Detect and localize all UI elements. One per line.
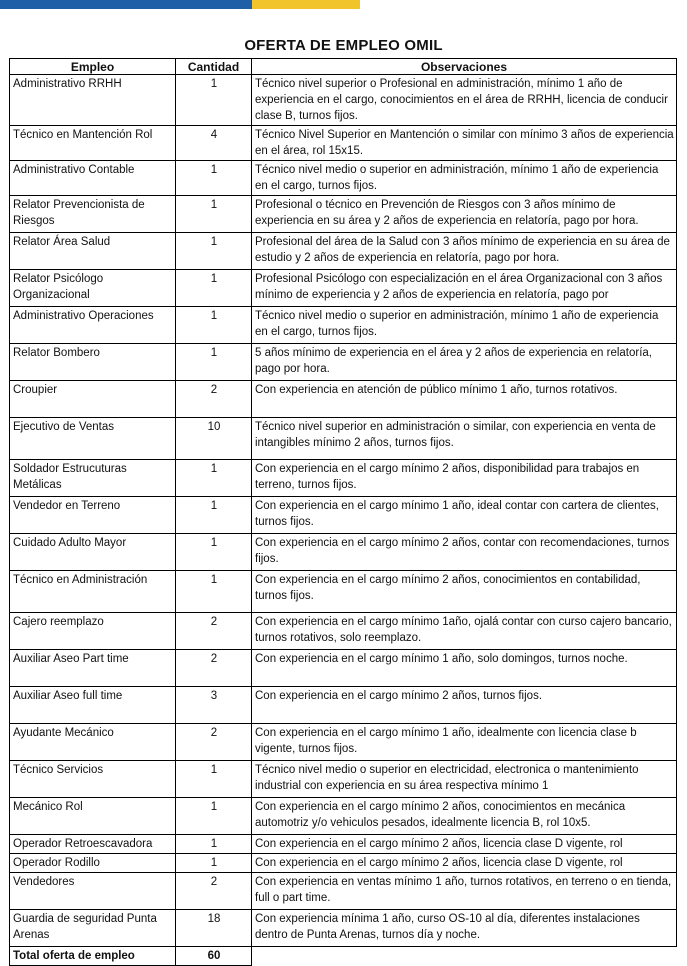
job-quantity-cell: 18	[176, 910, 252, 947]
job-observations-cell: Con experiencia en el cargo mínimo 2 años, licencia clase D vigente, rol	[252, 835, 677, 854]
table-row	[10, 418, 677, 460]
job-observations-cell: Con experiencia en el cargo mínimo 2 años, conocimientos en mecánica automotriz y/o vehiculos pesados, idealmente licencia B, rol 10x5.	[252, 798, 677, 835]
job-observations-cell: Con experiencia en el cargo mínimo 2 años, turnos fijos.	[252, 687, 677, 724]
job-quantity-cell: 1	[176, 497, 252, 534]
job-quantity-cell: 2	[176, 650, 252, 687]
table-row	[10, 910, 677, 947]
table-row	[10, 534, 677, 571]
top-accent-bar-blue	[0, 0, 252, 9]
job-title-cell: Relator Psicólogo Organizacional	[10, 270, 176, 307]
job-observations-cell: Con experiencia en el cargo mínimo 2 años, disponibilidad para trabajos en terreno, turnos fijos.	[252, 460, 677, 497]
job-title-cell: Vendedores	[10, 873, 176, 910]
table-row	[10, 497, 677, 534]
job-title-cell: Relator Prevencionista de Riesgos	[10, 196, 176, 233]
job-observations-cell: Con experiencia en el cargo mínimo 1año, ojalá contar con curso cajero bancario, turnos rotativos, solo reemplazo.	[252, 613, 677, 650]
job-observations-cell: Técnico nivel medio o superior en administración, mínimo 1 año de experiencia en el cargo, turnos fijos.	[252, 307, 677, 344]
job-observations-cell: Con experiencia en el cargo mínimo 2 años, conocimientos en contabilidad, turnos fijos.	[252, 571, 677, 613]
job-quantity-cell: 1	[176, 798, 252, 835]
job-quantity-cell: 2	[176, 613, 252, 650]
job-quantity-cell: 2	[176, 381, 252, 418]
table-row	[10, 613, 677, 650]
job-observations-cell: Técnico nivel medio o superior en electricidad, electronica o mantenimiento industrial con experiencia en su área respectiva mínimo 1	[252, 761, 677, 798]
job-title-cell: Vendedor en Terreno	[10, 497, 176, 534]
job-title-cell: Mecánico Rol	[10, 798, 176, 835]
table-row	[10, 854, 677, 873]
job-quantity-cell: 1	[176, 270, 252, 307]
job-quantity-cell: 1	[176, 835, 252, 854]
job-title-cell: Relator Bombero	[10, 344, 176, 381]
table-row	[10, 381, 677, 418]
total-cantidad: 60	[176, 947, 252, 966]
header-empleo: Empleo	[10, 59, 176, 75]
job-title-cell: Técnico en Mantención Rol	[10, 126, 176, 161]
job-quantity-cell: 1	[176, 761, 252, 798]
table-row	[10, 75, 677, 126]
table-row	[10, 161, 677, 196]
job-quantity-cell: 10	[176, 418, 252, 460]
job-quantity-cell: 1	[176, 161, 252, 196]
job-observations-cell: Con experiencia en el cargo mínimo 1 año, idealmente con licencia clase b vigente, turnos fijos.	[252, 724, 677, 761]
top-accent-bar-yellow	[252, 0, 360, 9]
header-cantidad: Cantidad	[176, 59, 252, 75]
job-title-cell: Técnico Servicios	[10, 761, 176, 798]
job-offers-table	[9, 58, 677, 966]
job-observations-cell: Profesional o técnico en Prevención de Riesgos con 3 años mínimo de experiencia en su área y 2 años de experiencia en relatoría, pago por hora.	[252, 196, 677, 233]
job-quantity-cell: 4	[176, 126, 252, 161]
job-title-cell: Relator Área Salud	[10, 233, 176, 270]
job-observations-cell: Con experiencia en el cargo mínimo 2 años, licencia clase D vigente, rol	[252, 854, 677, 873]
job-title-cell: Operador Retroescavadora	[10, 835, 176, 854]
job-title-cell: Soldador Estrucuturas Metálicas	[10, 460, 176, 497]
job-quantity-cell: 1	[176, 196, 252, 233]
job-quantity-cell: 1	[176, 854, 252, 873]
table-row	[10, 270, 677, 307]
table-row	[10, 873, 677, 910]
job-quantity-cell: 1	[176, 75, 252, 126]
table-row	[10, 126, 677, 161]
job-title-cell: Croupier	[10, 381, 176, 418]
table-row	[10, 571, 677, 613]
job-title-cell: Administrativo Operaciones	[10, 307, 176, 344]
job-observations-cell: Con experiencia en el cargo mínimo 2 años, contar con recomendaciones, turnos fijos.	[252, 534, 677, 571]
job-quantity-cell: 1	[176, 460, 252, 497]
table-row	[10, 196, 677, 233]
job-title-cell: Operador Rodillo	[10, 854, 176, 873]
table-row	[10, 233, 677, 270]
job-observations-cell: Con experiencia en el cargo mínimo 1 año, solo domingos, turnos noche.	[252, 650, 677, 687]
job-title-cell: Administrativo RRHH	[10, 75, 176, 126]
table-row	[10, 307, 677, 344]
table-row	[10, 687, 677, 724]
table-header-row	[10, 59, 677, 75]
job-observations-cell: 5 años mínimo de experiencia en el área y 2 años de experiencia en relatoría, pago por hora.	[252, 344, 677, 381]
job-observations-cell: Profesional Psicólogo con especialización en el área Organizacional con 3 años mínimo de experiencia y 2 años de experiencia en relatoría, pago por	[252, 270, 677, 307]
total-row	[10, 947, 677, 966]
table-row	[10, 761, 677, 798]
job-observations-cell: Con experiencia en ventas mínimo 1 año, turnos rotativos, en terreno o en tienda, full o part time.	[252, 873, 677, 910]
job-observations-cell: Técnico nivel superior o Profesional en administración, mínimo 1 año de experiencia en el cargo, conocimientos en el área de RRHH, licencia de conducir clase B, turnos fijos.	[252, 75, 677, 126]
job-observations-cell: Con experiencia en el cargo mínimo 1 año, ideal contar con cartera de clientes, turnos fijos.	[252, 497, 677, 534]
job-quantity-cell: 1	[176, 571, 252, 613]
job-quantity-cell: 1	[176, 344, 252, 381]
job-title-cell: Auxiliar Aseo Part time	[10, 650, 176, 687]
job-title-cell: Cuidado Adulto Mayor	[10, 534, 176, 571]
table-row	[10, 344, 677, 381]
job-quantity-cell: 1	[176, 534, 252, 571]
job-quantity-cell: 1	[176, 307, 252, 344]
job-title-cell: Administrativo Contable	[10, 161, 176, 196]
job-quantity-cell: 2	[176, 873, 252, 910]
job-title-cell: Guardia de seguridad Punta Arenas	[10, 910, 176, 947]
total-blank	[252, 947, 677, 966]
table-row	[10, 460, 677, 497]
job-observations-cell: Técnico nivel medio o superior en administración, mínimo 1 año de experiencia en el cargo, turnos fijos.	[252, 161, 677, 196]
total-label: Total oferta de empleo	[10, 947, 176, 966]
job-title-cell: Cajero reemplazo	[10, 613, 176, 650]
table-row	[10, 724, 677, 761]
job-title-cell: Auxiliar Aseo full time	[10, 687, 176, 724]
job-observations-cell: Profesional del área de la Salud con 3 años mínimo de experiencia en su área de estudio y 2 años de experiencia en relatoría, pago por hora.	[252, 233, 677, 270]
job-observations-cell: Con experiencia mínima 1 año, curso OS-10 al día, diferentes instalaciones dentro de Punta Arenas, turnos día y noche.	[252, 910, 677, 947]
job-quantity-cell: 3	[176, 687, 252, 724]
job-title-cell: Técnico en Administración	[10, 571, 176, 613]
table-row	[10, 798, 677, 835]
job-title-cell: Ayudante Mecánico	[10, 724, 176, 761]
job-quantity-cell: 2	[176, 724, 252, 761]
table-row	[10, 835, 677, 854]
page-title: OFERTA DE EMPLEO OMIL	[244, 37, 443, 54]
job-observations-cell: Con experiencia en atención de público mínimo 1 año, turnos rotativos.	[252, 381, 677, 418]
header-observaciones: Observaciones	[252, 59, 677, 75]
table-row	[10, 650, 677, 687]
job-observations-cell: Técnico nivel superior en administración o similar, con experiencia en venta de intangibles mínimo 2 años, turnos fijos.	[252, 418, 677, 460]
job-observations-cell: Técnico Nivel Superior en Mantención o similar con mínimo 3 años de experiencia en el área, rol 15x15.	[252, 126, 677, 161]
job-title-cell: Ejecutivo de Ventas	[10, 418, 176, 460]
job-quantity-cell: 1	[176, 233, 252, 270]
